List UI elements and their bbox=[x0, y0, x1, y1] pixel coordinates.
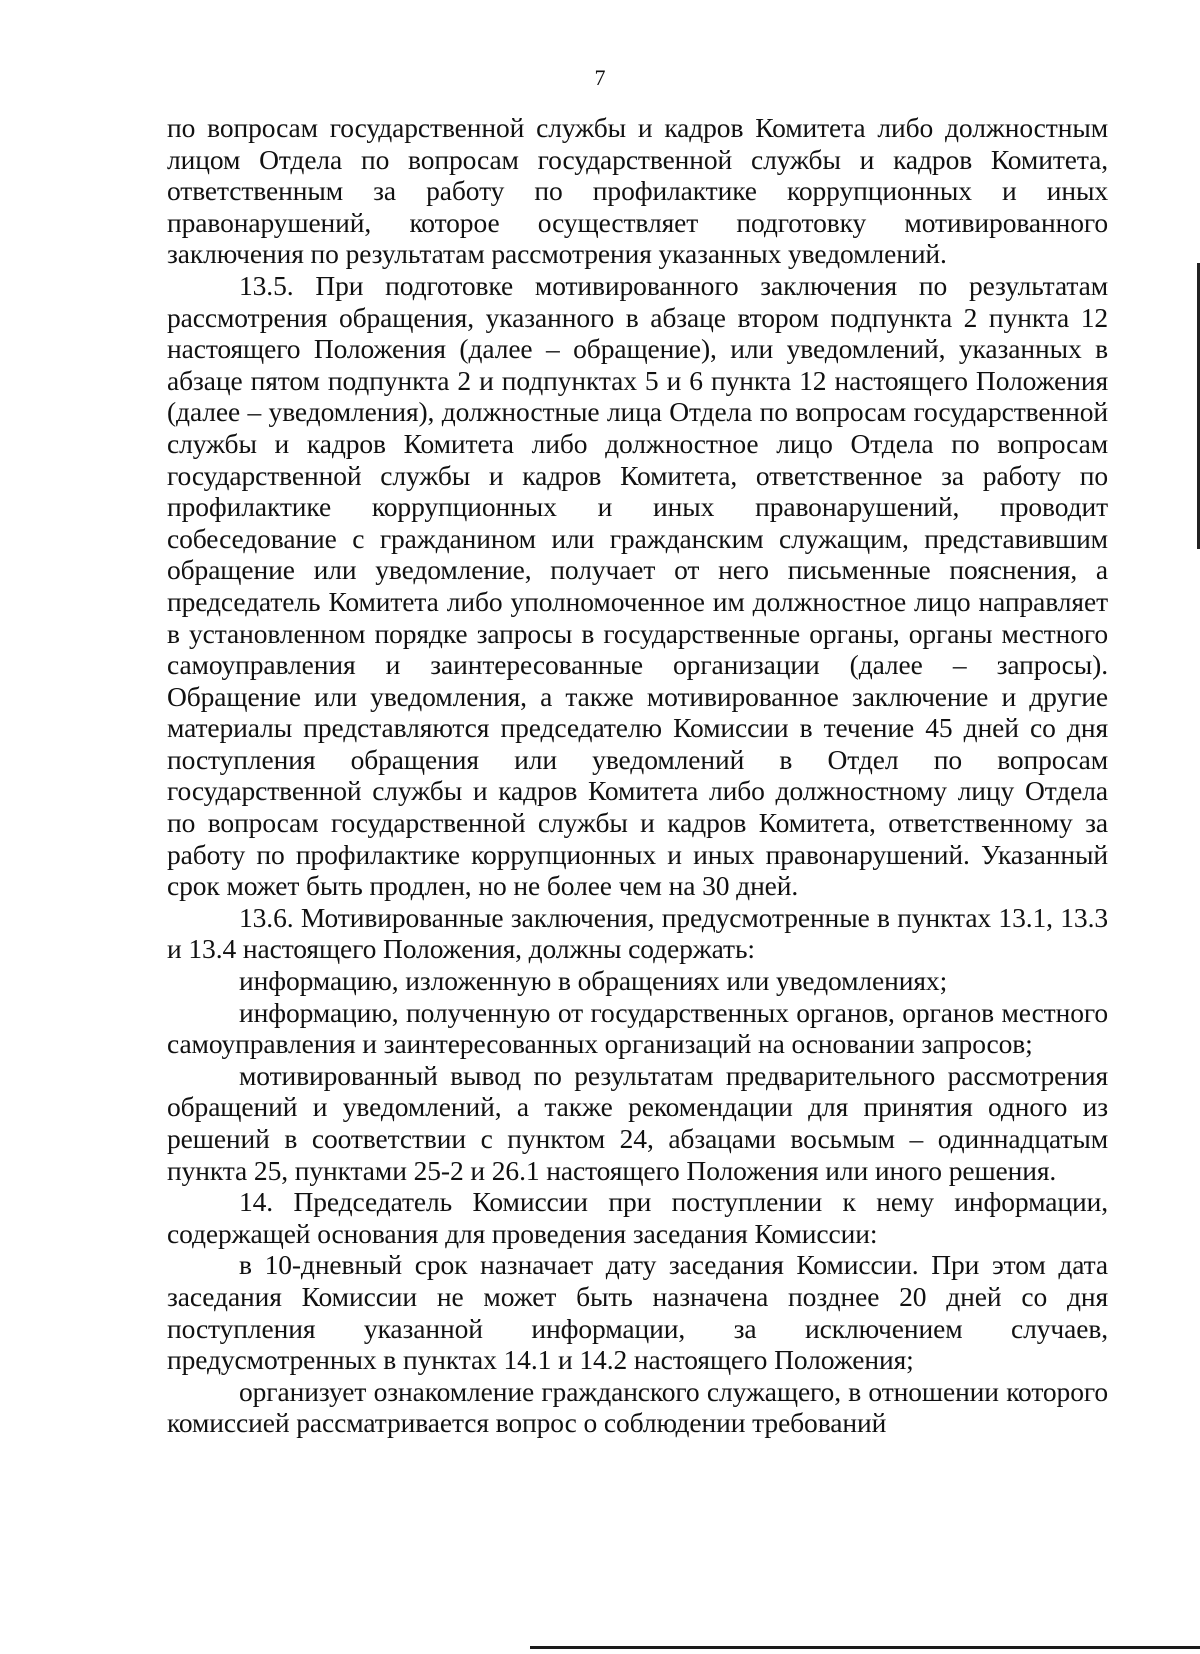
scan-bottom-edge bbox=[530, 1646, 1200, 1649]
paragraph-13-6-item-3: мотивированный вывод по результатам предварительного рассмотрения обращений и уведомлений, а также рекомендации для принятия одного из решений в соответствии с пунктом 24, абзацами восьмым – одиннадцатым пункта 25, пунктами 25-2 и 26.1 настоящего Положения или иного решения. bbox=[167, 1059, 1108, 1186]
paragraph-14: 14. Председатель Комиссии при поступлении к нему информации, содержащей основания для проведения заседания Комиссии: bbox=[167, 1186, 1108, 1249]
paragraph-14-item-1: в 10-дневный срок назначает дату заседания Комиссии. При этом дата заседания Комиссии не может быть назначена позднее 20 дней со дня поступления указанной информации, за исключением случаев, предусмотренных в пунктах 14.1 и 14.2 настоящего Положения; bbox=[167, 1249, 1108, 1376]
paragraph-13-6-item-1: информацию, изложенную в обращениях или уведомлениях; bbox=[239, 965, 948, 997]
document-body bbox=[167, 112, 1108, 1439]
paragraph-continuation: по вопросам государственной службы и кадров Комитета либо должностным лицом Отдела по вопросам государственной службы и кадров Комитета, ответственным за работу по профилактике коррупционных и иных правонарушений, которое осуществляет подготовку мотивированного заключения по результатам рассмотрения указанных уведомлений. bbox=[167, 112, 1108, 270]
paragraph-13-5: 13.5. При подготовке мотивированного заключения по результатам рассмотрения обращения, указанного в абзаце втором подпункта 2 пункта 12 настоящего Положения (далее – обращение), или уведомлений, указанных в абзаце пятом подпункта 2 и подпунктах 5 и 6 пункта 12 настоящего Положения (далее – уведомления), должностные лица Отдела по вопросам государственной службы и кадров Комитета либо должностное лицо Отдела по вопросам государственной службы и кадров Комитета, ответственное за работу по профилактике коррупционных и иных правонарушений, проводит собеседование с гражданином или гражданским служащим, представившим обращение или уведомление, получает от него письменные пояснения, а председатель Комитета либо уполномоченное им должностное лицо направляет в установленном порядке запросы в государственные органы, органы местного самоуправления и заинтересованные организации (далее – запросы). Обращение или уведомления, а также мотивированное заключение и другие материалы представляются председателю Комиссии в течение 45 дней со дня поступления обращения или уведомлений в Отдел по вопросам государственной службы и кадров Комитета либо должностному лицу Отдела по вопросам государственной службы и кадров Комитета, ответственному за работу по профилактике коррупционных и иных правонарушений. Указанный срок может быть продлен, но не более чем на 30 дней. bbox=[167, 269, 1108, 902]
page-number: 7 bbox=[594, 65, 606, 90]
paragraph-14-item-2: организует ознакомление гражданского служащего, в отношении которого комиссией рассматривается вопрос о соблюдении требований bbox=[167, 1375, 1108, 1439]
paragraph-13-6: 13.6. Мотивированные заключения, предусмотренные в пунктах 13.1, 13.3 и 13.4 настоящего Положения, должны содержать: bbox=[167, 901, 1108, 965]
paragraph-13-6-item-2: информацию, полученную от государственных органов, органов местного самоуправления и заинтересованных организаций на основании запросов; bbox=[167, 996, 1108, 1060]
